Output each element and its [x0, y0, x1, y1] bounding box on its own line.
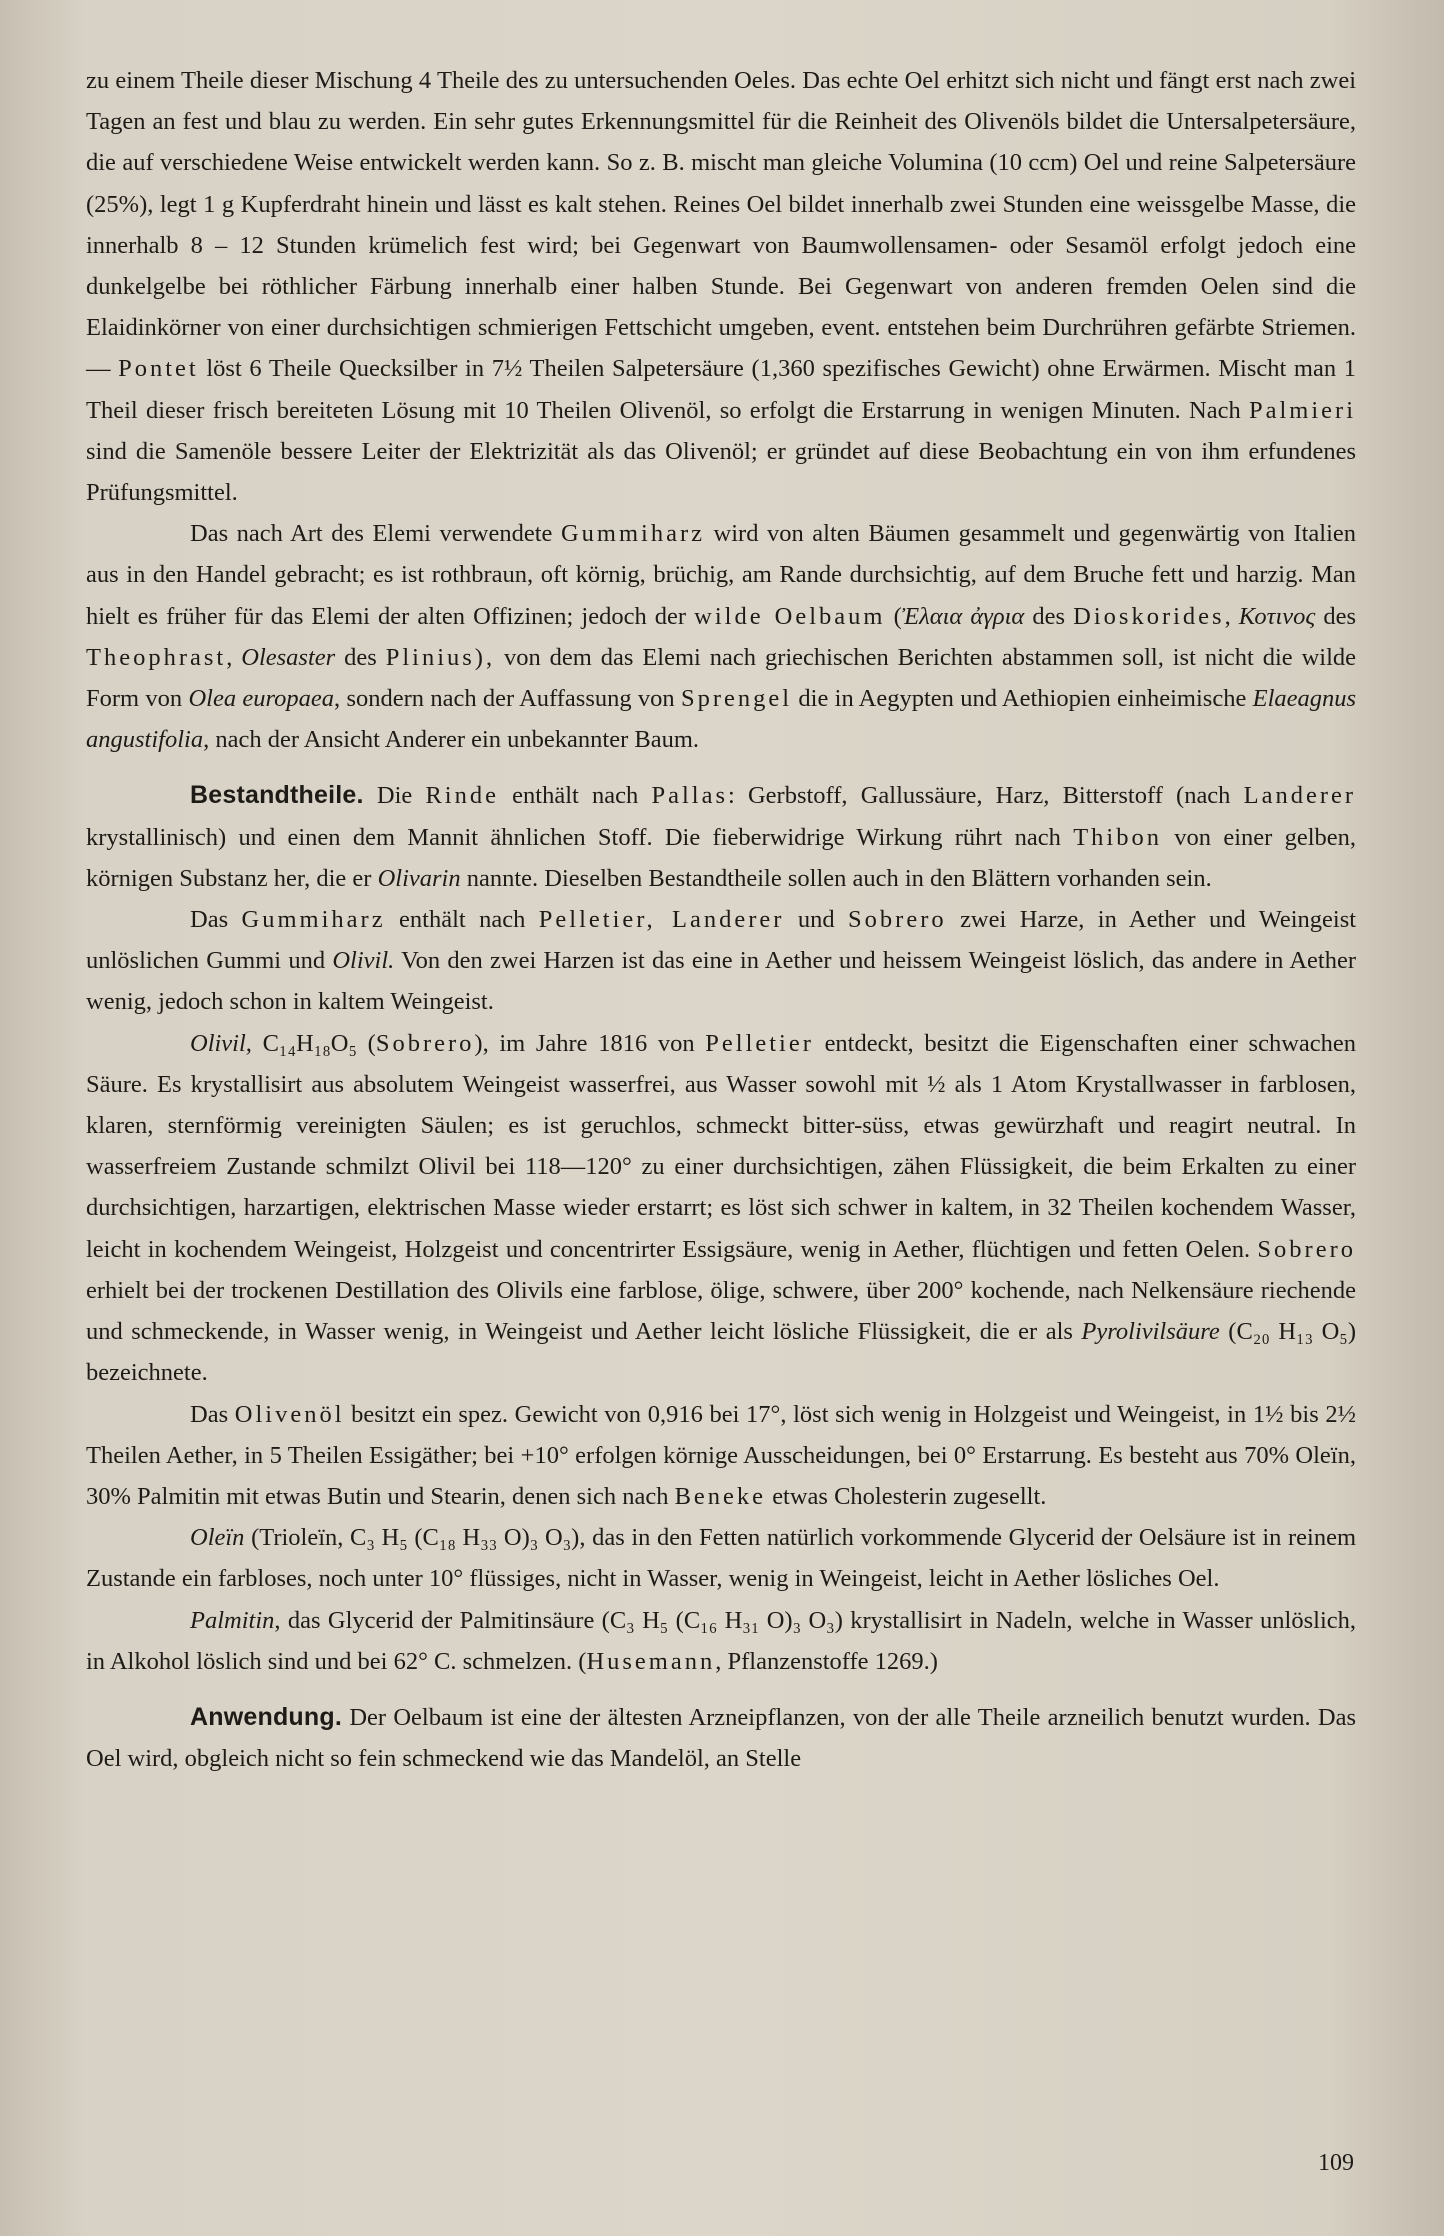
- section-heading: Bestandtheile.: [190, 781, 364, 810]
- term: Gummiharz: [241, 906, 386, 934]
- paragraph-palmitin: [86, 1600, 1356, 1682]
- author-name: Plinius),: [385, 643, 496, 671]
- text-run: die in Aegypten und Aethiopien einheimische: [798, 685, 1247, 713]
- text-run: des: [1323, 602, 1357, 630]
- term: Gummiharz: [560, 520, 705, 548]
- text-run: etwas Cholesterin zugesellt.: [772, 1482, 1047, 1510]
- text-run: entdeckt, besitzt die Eigenschaften einer schwachen Säure. Es krystallisirt aus absolutem Weingeist wasserfrei, aus Wasser sowohl mit ½ als 1 Atom Krystallwasser in farblosen, klaren, sternförmig vereinigten Säulen; es ist geruchlos, schmeckt bitter-süss, etwas gewürzhaft und reagirt neutral. In wasserfreiem Zustande schmilzt Olivil bei 118—120° zu einer durchsichtigen, zähen Flüssigkeit, die beim Erkalten zu einer durchsichtigen, harzartigen, elektrischen Masse wieder erstarrt; es löst sich schwer in kaltem, in 32 Theilen kochendem Wasser, leicht in kochendem Weingeist, Holzgeist und concentrirter Essigsäure, wenig in Aether, flüchtigen und fetten Oelen.: [86, 1029, 1357, 1263]
- text-run: Das: [190, 1400, 229, 1428]
- text-run: erhielt bei der trockenen Destillation des Olivils eine farblose, ölige, schwere, über 200° kochende, nach Nelkensäure riechende und schmeckende, in Wasser wenig, in Weingeist und Aether leicht lösliche Flüssigkeit, die er als: [86, 1276, 1356, 1346]
- text-run: , Pflanzenstoffe 1269.): [715, 1647, 938, 1675]
- species-name: Olesaster: [241, 643, 336, 671]
- text-run: Von den zwei Harzen ist das eine in Aether und heissem Weingeist löslich, das andere in Aether wenig, jedoch schon in kaltem Weingeist.: [86, 947, 1357, 1016]
- author-name: Palmieri: [1248, 396, 1356, 424]
- text-run: krystallinisch) und einen dem Mannit ähnlichen Stoff. Die fieberwidrige Wirkung rührt nach: [86, 823, 1061, 851]
- text-run: des: [344, 643, 377, 671]
- text-run: ,: [1224, 602, 1231, 630]
- text-run: (Trioleïn, C₃ H₅ (C₁₈ H₃₃ O)₃ O₃), das in den Fetten natürlich vorkommende Glycerid der Oelsäure ist in reinem Zustande ein farbloses, noch unter 10° flüssiges, nicht in Wasser, wenig in Weingeist, leicht in Aether lösliches Oel.: [86, 1524, 1357, 1593]
- term: Olivarin: [377, 864, 461, 892]
- text-run: nannte. Dieselben Bestandtheile sollen auch in den Blättern vorhanden sein.: [466, 864, 1212, 892]
- greek-term: Κοτινος: [1238, 602, 1316, 630]
- author-name: Theophrast: [86, 643, 227, 671]
- text-run: Das nach Art des Elemi verwendete: [190, 520, 553, 548]
- text-run: löst 6 Theile Quecksilber in 7½ Theilen Salpetersäure (1,360 spezifisches Gewicht) ohne Erwärmen. Mischt man 1 Theil dieser frisch bereiteten Lösung mit 10 Theilen Olivenöl, so erfolgt die Erstarrung in wenigen Minuten. Nach: [86, 355, 1356, 424]
- term: Rinde: [425, 782, 499, 810]
- text-run: von dem das Elemi nach griechischen Berichten abstammen soll, ist nicht die wilde Form von: [86, 643, 1357, 713]
- text-run: enthält nach: [399, 906, 526, 934]
- author-name: Pelletier: [705, 1029, 814, 1057]
- text-run: enthält nach: [512, 782, 639, 810]
- term: Olivil,: [190, 1029, 252, 1057]
- term: Olivenöl: [234, 1400, 345, 1428]
- species-name: Olea europaea: [188, 685, 335, 713]
- text-run: (C₂₀ H₁₃ O₅) bezeichnete.: [86, 1318, 1357, 1387]
- author-name: Beneke: [674, 1482, 767, 1510]
- author-name: Landerer: [1243, 782, 1357, 810]
- author-name: Pontet: [118, 355, 199, 383]
- author-name: Thibon: [1073, 823, 1162, 851]
- text-run: Das: [190, 906, 229, 934]
- term: Olivil.: [332, 947, 395, 975]
- text-run: , nach der Ansicht Anderer ein unbekannter Baum.: [203, 726, 700, 754]
- paragraph-olivil: [86, 1023, 1356, 1394]
- page-body: [86, 60, 1356, 1779]
- formula: C₁₄H₁₈O₅: [262, 1029, 358, 1057]
- paragraph-olein: [86, 1517, 1356, 1599]
- author-name: Sobrero: [375, 1029, 475, 1057]
- text-run: Der Oelbaum ist eine der ältesten Arzneipflanzen, von der alle Theile arzneilich benutzt wurden. Das Oel wird, obgleich nicht so fein schmeckend wie das Mandelöl, an Stelle: [86, 1703, 1357, 1773]
- text-run: (: [893, 602, 902, 630]
- author-name: Sobrero: [848, 906, 947, 934]
- text-run: ,: [226, 643, 233, 671]
- text-run: zu einem Theile dieser Mischung 4 Theile des zu untersuchenden Oeles. Das echte Oel erhitzt sich nicht und fängt erst nach zwei Tagen an fest und blau zu werden. Ein sehr gutes Erkennungsmittel für die Reinheit des Olivenöls bildet die Untersalpetersäure, die auf verschiedene Weise entwickelt werden kann. So z. B. mischt man gleiche Volumina (10 ccm) Oel und reine Salpetersäure (25%), legt 1 g Kupferdraht hinein und lässt es kalt stehen. Reines Oel bildet innerhalb zwei Stunden eine weissgelbe Masse, die innerhalb 8 – 12 Stunden krümelich fest wird; bei Gegenwart von Baumwollensamen- oder Sesamöl erfolgt jedoch eine dunkelgelbe bei röthlicher Färbung innerhalb einer halben Stunde. Bei Gegenwart von anderen fremden Oelen sind die Elaidinkörner von einer durchsichtigen schmierigen Fettschicht umgeben, event. entstehen beim Durchrühren gefärbte Striemen. —: [86, 67, 1356, 383]
- text-run: , das Glycerid der Palmitinsäure (C₃ H₅ (C₁₆ H₃₁ O)₃ O₃) krystallisirt in Nadeln, welche in Wasser unlöslich, in Alkohol löslich sind und bei 62° C. schmelzen. (: [86, 1606, 1356, 1675]
- text-run: , sondern nach der Auffassung von: [334, 685, 675, 713]
- text-run: des: [1032, 602, 1066, 630]
- text-run: sind die Samenöle bessere Leiter der Elektrizität als das Olivenöl; er gründet auf diese Beobachtung ein von ihm erfundenes Prüfungsmittel.: [86, 437, 1356, 507]
- paragraph-gummiharz-contents: [86, 899, 1356, 1023]
- author-name: Pelletier, Landerer: [538, 906, 785, 934]
- term: wilde Oelbaum: [694, 602, 886, 630]
- author-name: Pallas: [651, 782, 728, 810]
- page-number: 109: [1318, 2150, 1354, 2176]
- text-run: von einer gelben, körnigen Substanz her, die er: [86, 823, 1357, 892]
- author-name: Sprengel: [681, 685, 793, 713]
- text-run: : Gerbstoff, Gallussäure, Harz, Bitterstoff (nach: [727, 782, 1231, 810]
- paragraph-bestandtheile: [86, 775, 1356, 899]
- paragraph-anwendung: [86, 1697, 1356, 1779]
- greek-term: Ἐλαια ἀγρια: [901, 602, 1025, 630]
- species-name: Elaeagnus angustifolia: [86, 685, 1357, 754]
- term: Pyrolivilsäure: [1081, 1318, 1220, 1346]
- paragraph-oil-testing: [86, 60, 1356, 513]
- text-run: und: [797, 906, 835, 934]
- text-run: ), im Jahre 1816 von: [474, 1029, 695, 1057]
- paragraph-olivenoel: [86, 1394, 1356, 1518]
- text-run: zwei Harze, in Aether und Weingeist unlöslichen Gummi und: [86, 906, 1357, 975]
- term: Palmitin: [190, 1606, 275, 1634]
- text-run: besitzt ein spez. Gewicht von 0,916 bei 17°, löst sich wenig in Holzgeist und Weingeist, in 1½ bis 2½ Theilen Aether, in 5 Theilen Essigäther; bei +10° erfolgen körnige Ausscheidungen, bei 0° Erstarrung. Es besteht aus 70% Oleïn, 30% Palmitin mit etwas Butin und Stearin, denen sich nach: [86, 1400, 1357, 1510]
- text-run: Die: [376, 782, 413, 810]
- author-name: Sobrero: [1257, 1235, 1356, 1263]
- author-name: Husemann: [586, 1647, 716, 1675]
- section-heading: Anwendung.: [190, 1702, 342, 1731]
- text-run: (: [367, 1029, 376, 1057]
- term: Oleïn: [190, 1524, 245, 1552]
- text-run: wird von alten Bäumen gesammelt und gegenwärtig von Italien aus in den Handel gebracht; es ist rothbraun, oft körnig, brüchig, am Rande durchsichtig, auf dem Bruche fett und harzig. Man hielt es früher für das Elemi der alten Offizinen; jedoch der: [86, 520, 1357, 630]
- paragraph-gummiharz: [86, 513, 1356, 760]
- author-name: Dioskorides: [1073, 602, 1225, 630]
